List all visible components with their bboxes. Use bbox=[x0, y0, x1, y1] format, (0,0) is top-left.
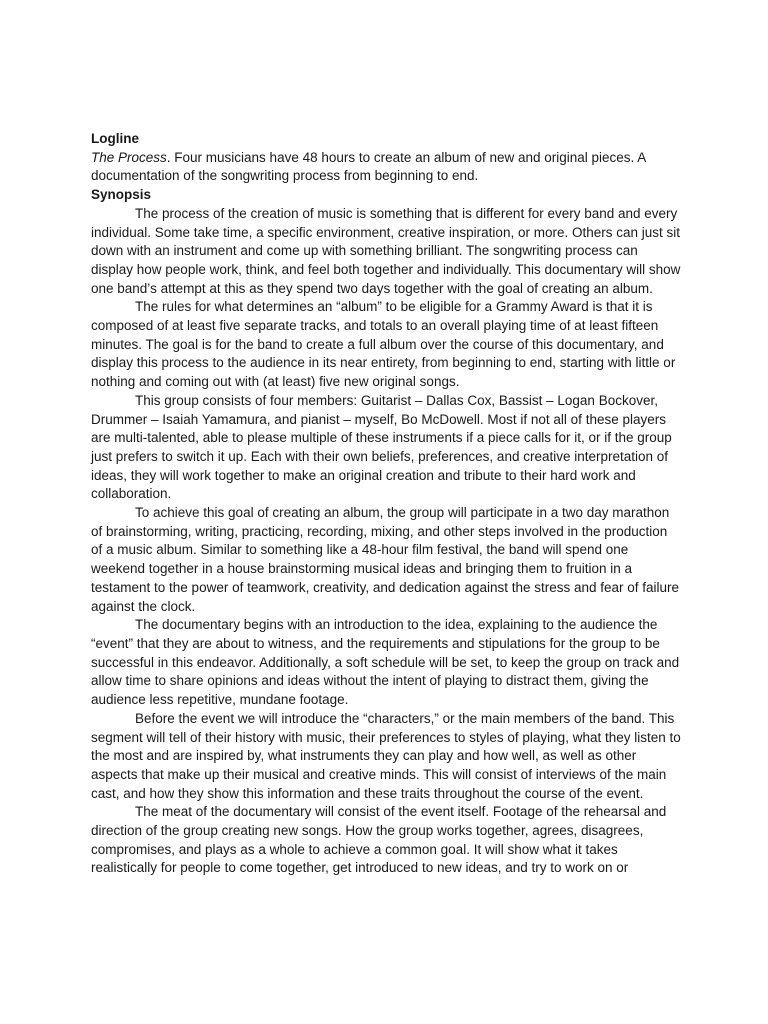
document-page bbox=[91, 130, 681, 878]
synopsis-paragraph: The process of the creation of music is something that is different for every band and every individual. Some take time, a specific environment, creative inspiration, or more. Others can just sit down with an instrument and come up with something brilliant. The songwriting process can display how people work, think, and feel both together and individually. This documentary will show one band’s attempt at this as they spend two days together with the goal of creating an album. bbox=[91, 205, 681, 296]
logline-heading: Logline bbox=[91, 131, 139, 146]
logline-text bbox=[91, 149, 681, 186]
synopsis-paragraph: The meat of the documentary will consist of the event itself. Footage of the rehearsal and direction of the group creating new songs. How the group works together, agrees, disagrees, compromises, and plays as a whole to achieve a common goal. It will show what it takes realistically for people to come together, get introduced to new ideas, and try to work on or bbox=[91, 804, 667, 876]
synopsis-paragraph: Before the event we will introduce the “characters,” or the main members of the band. This segment will tell of their history with music, their preferences to styles of playing, what they listen to the most and are inspired by, what instruments they can play and how well, as well as other aspects that make up their musical and creative minds. This will consist of interviews of the main cast, and how they show this information and these traits throughout the course of the event. bbox=[91, 710, 681, 801]
synopsis-paragraph: The rules for what determines an “album” to be eligible for a Grammy Award is that it is composed of at least five separate tracks, and totals to an overall playing time of at least fifteen minutes. The goal is for the band to create a full album over the course of this documentary, and display this process to the audience in its near entirety, from beginning to end, starting with little or nothing and coming out with (at least) five new original songs. bbox=[91, 299, 676, 390]
synopsis-heading: Synopsis bbox=[91, 187, 152, 203]
logline-body: . Four musicians have 48 hours to create an album of new and original pieces. A documentation of the songwriting process from beginning to end. bbox=[91, 149, 646, 184]
logline-title: The Process bbox=[91, 149, 167, 165]
synopsis-paragraph: To achieve this goal of creating an album, the group will participate in a two day marathon of brainstorming, writing, practicing, recording, mixing, and other steps involved in the production of a music album. Similar to something like a 48-hour film festival, the band will spend one weekend together in a house brainstorming musical ideas and bringing them to fruition in a testament to the power of teamwork, creativity, and dedication against the stress and fear of failure against the clock. bbox=[91, 505, 680, 614]
synopsis-paragraph: This group consists of four members: Guitarist – Dallas Cox, Bassist – Logan Bockover, Drummer – Isaiah Yamamura, and pianist – myself, Bo McDowell. Most if not all of these players are multi-talented, able to please multiple of these instruments if a piece calls for it, or if the group just prefers to switch it up. Each with their own beliefs, preferences, and creative interpretation of ideas, they will work together to make an original creation and tribute to their hard work and collaboration. bbox=[91, 392, 672, 502]
synopsis-paragraph: The documentary begins with an introduction to the idea, explaining to the audience the “event” that they are about to witness, and the requirements and stipulations for the group to be successful in this endeavor. Additionally, a soft schedule will be set, to keep the group on track and allow time to share opinions and ideas without the intent of playing to distract them, giving the audience less repetitive, mundane footage. bbox=[91, 617, 680, 708]
